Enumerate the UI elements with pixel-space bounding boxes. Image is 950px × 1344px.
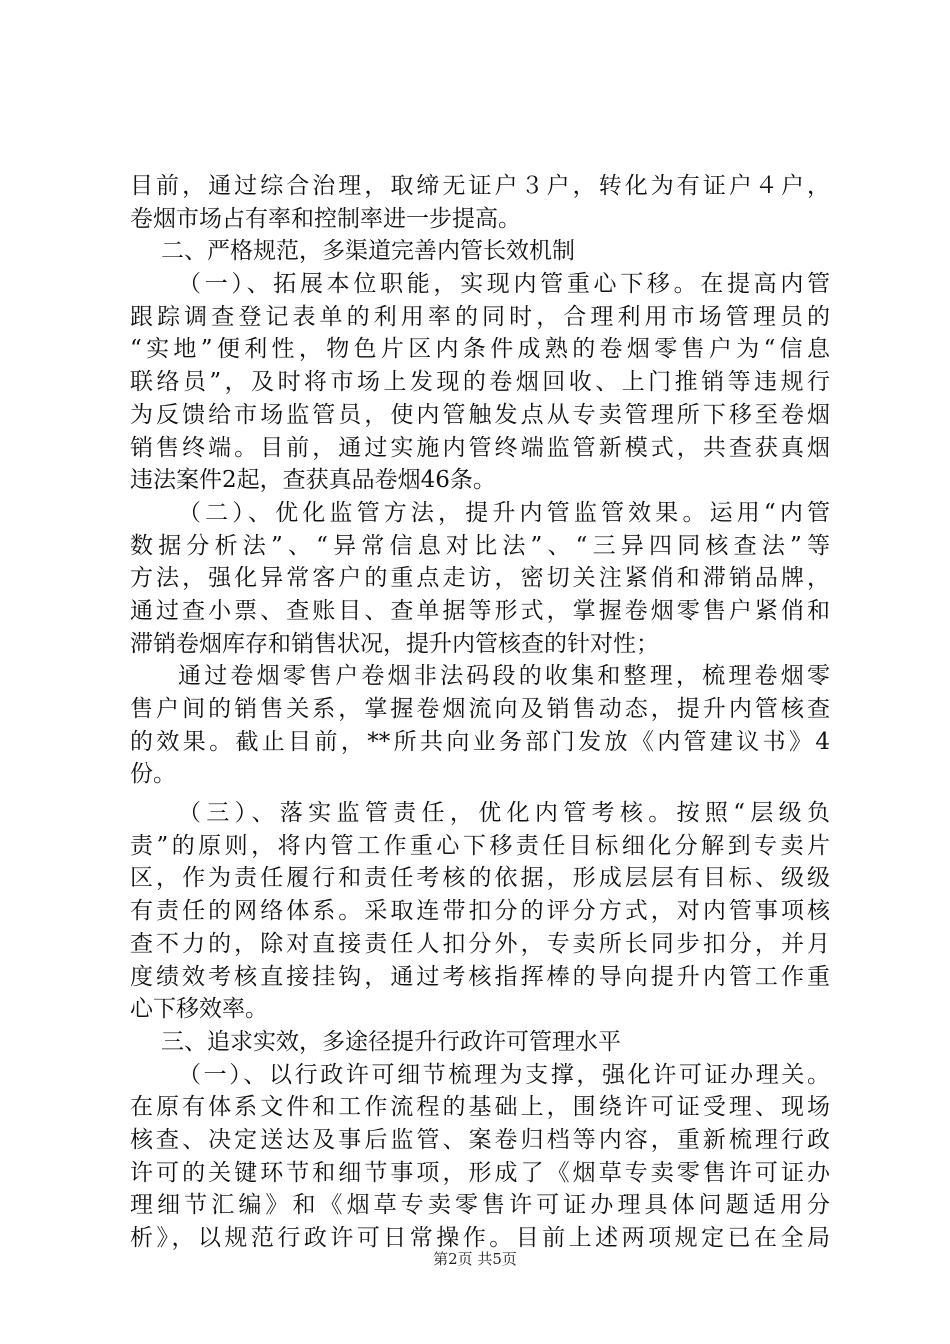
text-line: （二）、优化监管方法，提升内管监管效果。运用“内管: [178, 499, 830, 526]
text-line: 目前，通过综合治理，取缔无证户３户，转化为有证户４户，: [130, 173, 830, 199]
document-body: [130, 170, 830, 1255]
text-line: 通过查小票、查账目、查单据等形式，掌握卷烟零售户紧俏和: [130, 597, 830, 624]
text-line: 核查、决定送达及事后监管、案卷归档等内容，重新梳理行政: [130, 1126, 830, 1153]
text-line: 违法案件2起，查获真品卷烟46条。: [130, 467, 496, 494]
text-line: 理细节汇编》和《烟草专卖零售许可证办理具体问题适用分: [130, 1192, 830, 1219]
text-line: 二、严格规范，多渠道完善内管长效机制: [161, 238, 575, 265]
text-line: 三、追求实效，多途径提升行政许可管理水平: [161, 1028, 621, 1055]
text-line: 联络员”，及时将市场上发现的卷烟回收、上门推销等违规行: [130, 369, 830, 396]
text-line: 度绩效考核直接挂钩，通过考核指挥棒的导向提升内管工作重: [130, 963, 830, 990]
text-line: 查不力的，除对直接责任人扣分外，专卖所长同步扣分，并月: [130, 930, 830, 957]
text-line: 在原有体系文件和工作流程的基础上，围绕许可证受理、现场: [130, 1094, 830, 1121]
text-line: 心下移效率。: [130, 996, 268, 1023]
page-footer: 第2页 共5页: [433, 1250, 517, 1268]
text-line: “实地”便利性，物色片区内条件成熟的卷烟零售户为“信息: [130, 336, 830, 363]
text-line: （一）、拓展本位职能，实现内管重心下移。在提高内管: [178, 271, 830, 298]
text-line: （一）、以行政许可细节梳理为支撑，强化许可证办理关。: [178, 1061, 830, 1088]
text-line: 通过卷烟零售户卷烟非法码段的收集和整理，梳理卷烟零: [178, 663, 830, 690]
text-line: 卷烟市场占有率和控制率进一步提高。: [130, 205, 521, 232]
text-line: 为反馈给市场监管员，使内管触发点从专卖管理所下移至卷烟: [130, 401, 830, 428]
text-line: 责”的原则，将内管工作重心下移责任目标细化分解到专卖片: [130, 832, 830, 859]
text-line: 滞销卷烟库存和销售状况，提升内管核查的针对性；: [130, 630, 659, 657]
text-line: 售户间的销售关系，掌握卷烟流向及销售动态，提升内管核查: [130, 696, 830, 722]
text-line: 许可的关键环节和细节事项，形成了《烟草专卖零售许可证办: [130, 1159, 830, 1186]
text-line: 销售终端。目前，通过实施内管终端监管新模式，共查获真烟: [130, 434, 830, 461]
text-line: 的效果。截止目前，**所共向业务部门发放《内管建议书》4: [130, 728, 830, 755]
text-line: 数据分析法”、“异常信息对比法”、“三异四同核查法”等: [130, 532, 830, 559]
text-line: （三）、落实监管责任，优化内管考核。按照“层级负: [178, 800, 830, 827]
text-line: 有责任的网络体系。采取连带扣分的评分方式，对内管事项核: [130, 898, 830, 925]
text-line: 份。: [130, 761, 176, 788]
text-line: 区，作为责任履行和责任考核的依据，形成层层有目标、级级: [130, 865, 830, 892]
text-line: 方法，强化异常客户的重点走访，密切关注紧俏和滞销品牌，: [130, 565, 830, 592]
text-line: 跟踪调查登记表单的利用率的同时，合理利用市场管理员的: [130, 303, 830, 330]
text-line: 析》，以规范行政许可日常操作。目前上述两项规定已在全局: [130, 1225, 830, 1251]
